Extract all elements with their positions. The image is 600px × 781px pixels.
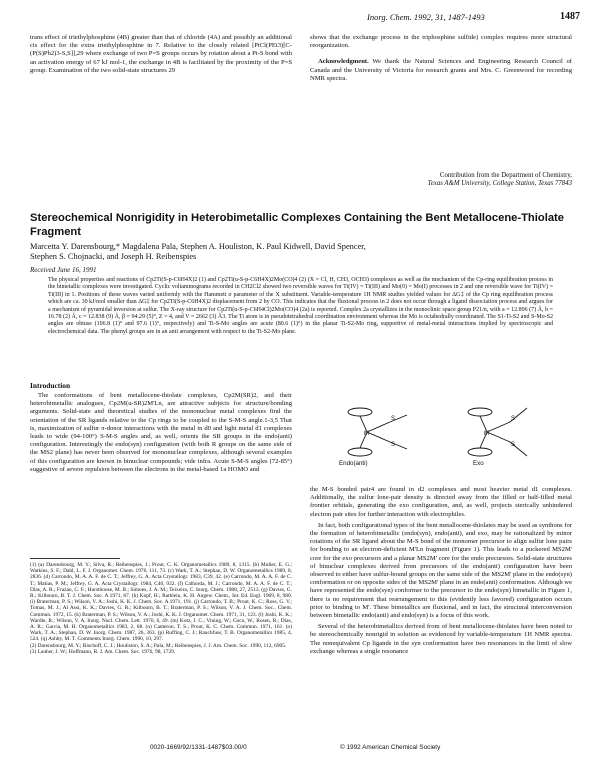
previous-article-text	[30, 34, 292, 75]
introduction-heading: Introduction	[30, 381, 71, 390]
footnotes	[30, 562, 292, 655]
acknowledgment	[310, 58, 572, 83]
running-header	[0, 10, 600, 30]
abstract: The physical properties and reactions of Cp2Ti(S-p-C6H4X)2 (1) and Cp2Ti(u-S-p-C6H4X)2Mo(CO)4 (2) (X = Cl, H, CH3, OCH3) complexes as well as the mechanism of the Cp-ring equilibration process in the bimetallic complexes were investigated. Cyclic voltammograms recorded in CH2Cl2 showed two reversible waves for Ti(IV) = Ti(III) and Mo(0) = Mo(I) processes in 2 and one reversible wave for Ti(IV) = Ti(III) in 1. Positions of these waves varied uniformly with the Hammett σ parameter of the X substituent. Variable-temperature 1H NMR studies yielded values for ΔG‡ of the Cp ring equilibration process which are ca. 30 kJ/mol smaller than ΔG‡ for Cp2Ti(S-p-C6H4X)2 displacement from 2 by CO. This indicates that the fluxional process in 2 does not occur through a ligand dissociation process and argues for a mechanism of pyramidal inversion at sulfur. The X-ray structure for Cp2Ti(u-S-p-C6H4Cl)2Mo(CO)4 (2a) is reported. Complex 2a crystallizes in the monoclinic space group P21/n, with a = 12.896 (7) Å, b = 16.78 (2) Å, c = 12.838 (9) Å, β = 94.29 (5)°, Z = 4, and V = 2662 (3) Å3. The Ti atom is in pseudotetrahedral coordination environment whereas the Mo is octahedrally coordinated. The S1-Ti-S2 and S-Mo-S2 angles are obtuse (106.8 (1)° and 97.6 (1)°, respectively) and Ti-S-Mo angles are acute (80.6 (1)°) in the planar Ti-S2-Mo ring, supportive of metal-metal interactions implied by spectroscopic and electrochemical data. The phenyl groups are in an anti arrangement with respect to the Ti-S2-Mo plane.	[48, 277, 553, 335]
contribution-block	[300, 172, 572, 189]
previous-article-right-paragraph: shows that the exchange process in the triphosphine sulfide) complex requires more structural reorganization.	[310, 34, 572, 50]
metallocene-structures-drawing	[305, 382, 575, 482]
contribution-line2: Texas A&M University, College Station, Texas 77843	[427, 180, 572, 188]
received-date: Received June 16, 1991	[30, 266, 97, 274]
author-list	[30, 242, 570, 262]
introduction-paragraph: The conformations of bent metallocene-thiolate complexes, Cp2M(SR)2, and their heterobimetallic analogues, Cp2M(u-SR)2M'Ln, are attractive subjects for structure/bonding arguments. Solid-state and theoretical studies of the mononuclear metal complexes find the orientation of the SR ligands relative to the Cp rings to be coupled to the S-M-S angle.1-3,5 That is, maximization of sulfur π-donor interactions with the metal in d0 and light metal d1 complexes leads to wide (94-100°) S-M-S angles and, as well, orients the SR groups in the endo(anti) configuration. Interestingly the endo(syn) configuration (with both R groups on the same side of the MS2 plane) has never been observed for mononuclear complexes, although several examples of this configuration are known in binuclear compounds; vide infra. Acute S-M-S angles (72-85°) suggestive of severe repulsion between the electrons in the metal-based 1a HOMO and	[30, 392, 292, 473]
sulfur-label-4: S	[511, 442, 516, 448]
right-column-body	[310, 486, 572, 656]
right-paragraph-3: Several of the heterobimetallics derived from of bent metallocene-thiolates have been noted to be stereochemically nonrigid in solution as evidenced by variable-temperature 1H NMR spectra. The nonequivalent Cp ligands in the syn conformation have two resonances in the limit of slow exchange whereas a single resonance	[310, 623, 572, 655]
footnote-2: (2) Darensbourg, M. Y.; Bischoff, C. J.; Houliston, S. A.; Pala, M.; Reibenspies, J. J. Am. Chem. Soc. 1990, 112, 6905.	[30, 642, 287, 649]
previous-article-right	[310, 34, 572, 83]
authors-line1: Marcetta Y. Darensbourg,* Magdalena Pala, Stephen A. Houliston, K. Paul Kidwell, David Spencer,	[30, 242, 366, 251]
article-code: 0020-1669/92/1331-1487$03.00/0	[150, 744, 247, 751]
article-title: Stereochemical Nonrigidity in Heterobimetallic Complexes Containing the Bent Metallocene-Thiolate Fragment	[30, 212, 564, 238]
figure-1	[305, 382, 575, 482]
right-paragraph-2: In fact, both configurational types of the bent metallocene-thiolates may be used as synthons for the formation of heterobimetallic (endo(syn), endo(anti), and exo, may be rationalized by minor rotations of the SR ligand about the M-S bond of the monomer precursor to align sulfur lone pairs for bonding to an electron-deficient M'Ln fragment (Figure 1). This leads to a puckered MS2M' core for the exo precursors and a planar MS2M' core for the endo precursors. Solid-state structures of binuclear complexes derived from precursors of the endo(anti) configuration have been observed to either have sulfur-bound groups on the same side of the MS2M' plane in the endo(syn) conformation or on opposite sides of the MS2M' plane in an endo(anti) conformation. Although we have represented the endo(syn) conformer to the precursor to the endo(syn) bimetallic in Figure 1, there is no requirement that rearrangement to this (evidently less favored) configuration occurs prior to binding to M'. These bimetallics are fluxional, and in fact, the structural interconversion between bimetallic endo(anti) and endo(syn) is a focus of this work.	[310, 521, 572, 620]
copyright: © 1992 American Chemical Society	[340, 744, 441, 751]
footnote-rule	[30, 558, 120, 559]
acknowledgment-label: Acknowledgment.	[318, 58, 369, 66]
sulfur-label-3: S	[511, 416, 516, 422]
acknowledgment-text: We thank the Natural Sciences and Engineering Research Council of Canada and the University of Victoria for research grants and Mrs. C. Greenwood for recording NMR spectra.	[310, 58, 572, 82]
contribution-line1: Contribution from the Department of Chemistry,	[439, 172, 572, 179]
footnote-1: (1) (a) Darensbourg, M. Y.; Silva, R.; Reibenspies, J.; Prout, C. K. Organometallics 1989, 8, 1315. (b) Muller, E. G.; Watkins, S. F.; Dahl, L. F. J. Organomet. Chem. 1976, 111, 73. (c) Wark, T. A.; Stephan, D. W. Organometallics 1989, 8, 2836. (d) Carrondo, M. A. A. F. de C. T.; Jeffrey, G. A. Acta Crystallogr. 1983, C39, 42. (e) Carrondo, M. A. A. F. de C. T.; Matias, P. M.; Jeffrey, G. A. Acta Crystallogr. 1984, C40, 932. (f) Calhorda, M. J.; Carrondo, M. A. A. F. de C. T.; Dias, A. R.; Frazao, C. F.; Hursthouse, M. B.; Simoes, J. A. M.; Teixeira, C. Inorg. Chem. 1988, 27, 2513. (g) Davies, G. R.; Kilbourn, B. T. J. Chem. Soc. A 1971, 87. (h) Kopf, H.; Rathlein, K. H. Angew. Chem., Int. Ed. Engl. 1969, 8, 980. (i) Braterman, P. S.; Wilson, V. A.; Joshi, K. K. J. Chem. Soc. A 1971, 191. (j) Carrondo, T. B.; Prout, K. C.; Ross, G. V.; Tomas, M. J.; Al Assi, K. K.; Davies, G. R.; Kilbourn, B. T.; Braterman, P. S.; Wilson, V. A. J. Chem. Soc., Chem. Commun. 1972, 15. (k) Braterman, P. S.; Wilson, V. A.; Joshi, K. K. J. Organomet. Chem. 1971, 31, 123. (l) Joshi, K. K.; Wardle, R.; Wilson, V. A. Inorg. Nucl. Chem. Lett. 1970, 6, 49. (m) Kotz, J. C.; Vining, W.; Coco, W.; Rosen, R.; Dias, A. R.; Garcia, M. H. Organometallics 1983, 2, 68. (n) Cameron, T. S.; Prout, K. C. Chem. Commun. 1971, 161. (o) Wark, T. A.; Stephan, D. W. Inorg. Chem. 1987, 26, 363. (p) Ruffing, C. J.; Rauchfuss, T. B. Organometallics 1985, 4, 524. (q) Ashby, M. T. Comments Inorg. Chem. 1990, 10, 297.	[30, 562, 292, 643]
metal-label-2: M	[484, 431, 489, 437]
footnote-3: (3) Lauher, J. W.; Hoffmann, R. J. Am. Chem. Soc. 1976, 98, 1729.	[30, 648, 176, 655]
metal-label-1: M	[364, 431, 369, 437]
previous-article-paragraph: trans effect of triethylphosphine (4B) greater than that of chloride (4A) and possibly an additional cis effect for the extra triethylphosphine in 7. Relative to the closely related [PtCl(PEt3)[C-(P(S)Ph2)3-S,S]],29 where exchange of two P=S groups occurs by rotation about a Pt-S bond with an activation energy of 67 kJ mol-1, the exchange in 4B is facilitated by the proximity of the P=S group. Examination of the two solid-state structures 29	[30, 34, 292, 74]
page-number: 1487	[560, 11, 580, 22]
figure-label-exo: Exo	[473, 460, 484, 467]
sulfur-label-1: S	[391, 416, 396, 422]
journal-citation: Inorg. Chem. 1992, 31, 1487-1493	[367, 12, 485, 22]
right-paragraph-1: the M-S bonded pair4 are found in d2 complexes and most heavier metal d1 complexes. Additionally, the sulfur lone-pair density is directed away from the filled or half-filled metal frontier orbitals, generating the exo configuration, and, as well, projects sterically unhindered electron pair sites for further interaction with electrophiles.	[310, 486, 572, 518]
sulfur-label-2: S	[391, 442, 396, 448]
figure-label-endo: Endo(anti)	[339, 460, 368, 467]
authors-line2: Stephen S. Chojnacki, and Joseph H. Reibenspies	[30, 252, 197, 261]
